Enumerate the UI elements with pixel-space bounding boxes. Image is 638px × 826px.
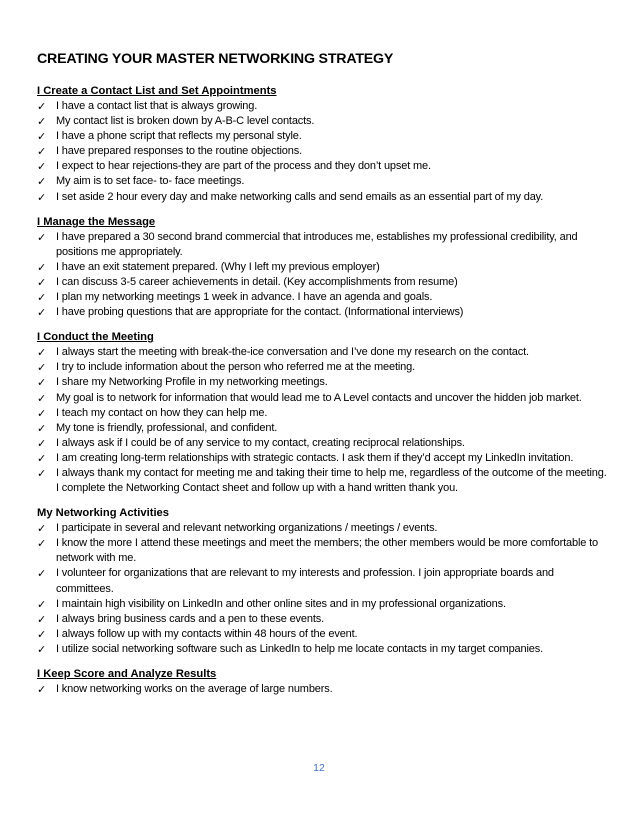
checklist-item-text: I have prepared responses to the routine objections. [56, 145, 302, 158]
checklist-item [37, 612, 607, 627]
section-heading: I Create a Contact List and Set Appointments [37, 85, 277, 97]
section-heading: I Conduct the Meeting [37, 331, 154, 344]
checklist-item-text: I always follow up with my contacts within 48 hours of the event. [56, 627, 358, 640]
checkmark-icon: ✓ [37, 291, 47, 305]
document-page [37, 50, 607, 707]
checklist-item-text: My tone is friendly, professional, and confident. [56, 421, 278, 434]
checklist-item-text: I have a contact list that is always growing. [56, 100, 258, 112]
checklist-item-text: I always bring business cards and a pen to these events. [56, 612, 324, 625]
checklist-item-text: I know the more I attend these meetings and meet the members; the other members would be more comfortable to network with me. [56, 537, 599, 565]
checkmark-icon: ✓ [37, 612, 47, 626]
checkmark-icon: ✓ [37, 376, 47, 390]
checklist-item [37, 144, 607, 159]
checklist [37, 682, 607, 697]
checkmark-icon: ✓ [37, 436, 47, 450]
checkmark-icon: ✓ [37, 230, 47, 244]
checkmark-icon: ✓ [37, 451, 47, 465]
checkmark-icon: ✓ [37, 100, 47, 113]
checklist-item [37, 114, 607, 129]
checklist-item [37, 360, 607, 375]
checklist-item-text: I utilize social networking software such as LinkedIn to help me locate contacts in my target companies. [56, 642, 543, 655]
checklist-item [37, 305, 607, 320]
section-heading: I Manage the Message [37, 215, 156, 228]
checklist-item-text: I have a phone script that reflects my personal style. [56, 130, 302, 143]
checklist-item [37, 391, 607, 406]
section-manage-message [37, 215, 607, 321]
checklist-item-text: My contact list is broken down by A-B-C level contacts. [56, 115, 315, 128]
checklist-item [37, 682, 607, 697]
checkmark-icon: ✓ [37, 260, 47, 274]
checklist-item-text: I plan my networking meetings 1 week in advance. I have an agenda and goals. [56, 291, 433, 304]
sections-container [37, 84, 607, 697]
checkmark-icon: ✓ [37, 361, 47, 375]
page-title: CREATING YOUR MASTER NETWORKING STRATEGY [37, 51, 394, 67]
checklist-item-text: I always start the meeting with break-the-ice conversation and I’ve done my research on the contact. [56, 346, 529, 359]
checkmark-icon: ✓ [37, 522, 47, 536]
checkmark-icon: ✓ [37, 306, 47, 320]
checklist-item-text: I expect to hear rejections-they are part of the process and they don’t upset me. [56, 160, 431, 173]
checklist-item [37, 536, 607, 566]
section-create-contact-list [37, 84, 607, 205]
checklist-item-text: I have probing questions that are appropriate for the contact. (Informational interviews) [56, 306, 464, 319]
checkmark-icon: ✓ [37, 275, 47, 289]
checklist-item-text: I maintain high visibility on LinkedIn and other online sites and in my professional organizations. [56, 597, 506, 610]
checkmark-icon: ✓ [37, 160, 47, 174]
checklist-item [37, 275, 607, 290]
checklist-item-text: I share my Networking Profile in my networking meetings. [56, 376, 328, 389]
checkmark-icon: ✓ [37, 567, 47, 581]
checkmark-icon: ✓ [37, 115, 47, 129]
checklist-item [37, 436, 607, 451]
checkmark-icon: ✓ [37, 406, 47, 420]
checklist-item-text: I can discuss 3-5 career achievements in detail. (Key accomplishments from resume) [56, 275, 458, 288]
checklist-item [37, 230, 607, 260]
checklist-item [37, 129, 607, 144]
checkmark-icon: ✓ [37, 683, 47, 696]
checklist-item-text: My aim is to set face- to- face meetings. [56, 175, 245, 188]
checklist-item [37, 627, 607, 642]
section-heading: I Keep Score and Analyze Results [37, 668, 217, 680]
checklist-item-text: I am creating long-term relationships with strategic contacts. I ask them if they’d accept my LinkedIn invitation. [56, 451, 574, 464]
checklist-item-text: I know networking works on the average of large numbers. [56, 683, 333, 695]
checklist-item [37, 290, 607, 305]
checklist-item [37, 260, 607, 275]
checklist-item-text: I participate in several and relevant networking organizations / meetings / events. [56, 522, 438, 535]
checkmark-icon: ✓ [37, 537, 47, 551]
checkmark-icon: ✓ [37, 642, 47, 656]
checklist [37, 345, 607, 496]
checklist-item [37, 597, 607, 612]
section-heading: My Networking Activities [37, 507, 169, 520]
checklist-item [37, 466, 607, 496]
page-number: 12 [313, 762, 325, 774]
checklist-item [37, 566, 607, 596]
checklist-item [37, 174, 607, 189]
checklist-item-text: I teach my contact on how they can help me. [56, 406, 268, 419]
checklist-item-text: I set aside 2 hour every day and make networking calls and send emails as an essential part of my day. [56, 190, 544, 203]
checkmark-icon: ✓ [37, 145, 47, 159]
checklist-item-text: I try to include information about the person who referred me at the meeting. [56, 361, 415, 374]
checklist-item-text: I have prepared a 30 second brand commercial that introduces me, establishes my professional credibility, and positions me appropriately. [56, 230, 578, 258]
checklist-item [37, 521, 607, 536]
checklist-item-text: I volunteer for organizations that are relevant to my interests and profession. I join appropriate boards and committees. [56, 567, 554, 595]
checkmark-icon: ✓ [37, 175, 47, 189]
section-networking-activities [37, 506, 607, 657]
checklist-item-text: I always ask if I could be of any service to my contact, creating reciprocal relationships. [56, 436, 465, 449]
checklist-item [37, 190, 607, 205]
checkmark-icon: ✓ [37, 421, 47, 435]
checklist-item [37, 375, 607, 390]
checkmark-icon: ✓ [37, 627, 47, 641]
checklist [37, 521, 607, 657]
section-keep-score [37, 667, 607, 697]
checkmark-icon: ✓ [37, 391, 47, 405]
checklist [37, 230, 607, 321]
checkmark-icon: ✓ [37, 190, 47, 204]
checklist [37, 99, 607, 205]
section-conduct-meeting [37, 330, 607, 496]
checklist-item-text: My goal is to network for information that would lead me to A Level contacts and uncover the hidden job market. [56, 391, 582, 404]
checkmark-icon: ✓ [37, 597, 47, 611]
checklist-item [37, 642, 607, 657]
checklist-item-text: I always thank my contact for meeting me and taking their time to help me, regardless of the outcome of the meeting. I complete the Networking Contact sheet and follow up with a hand written thank you. [56, 466, 607, 495]
checklist-item [37, 99, 607, 114]
checklist-item [37, 421, 607, 436]
checkmark-icon: ✓ [37, 130, 47, 144]
checklist-item [37, 451, 607, 466]
checklist-item [37, 406, 607, 421]
checkmark-icon: ✓ [37, 466, 47, 480]
checklist-item-text: I have an exit statement prepared. (Why I left my previous employer) [56, 260, 380, 273]
checklist-item [37, 159, 607, 174]
checklist-item [37, 345, 607, 360]
checkmark-icon: ✓ [37, 346, 47, 360]
